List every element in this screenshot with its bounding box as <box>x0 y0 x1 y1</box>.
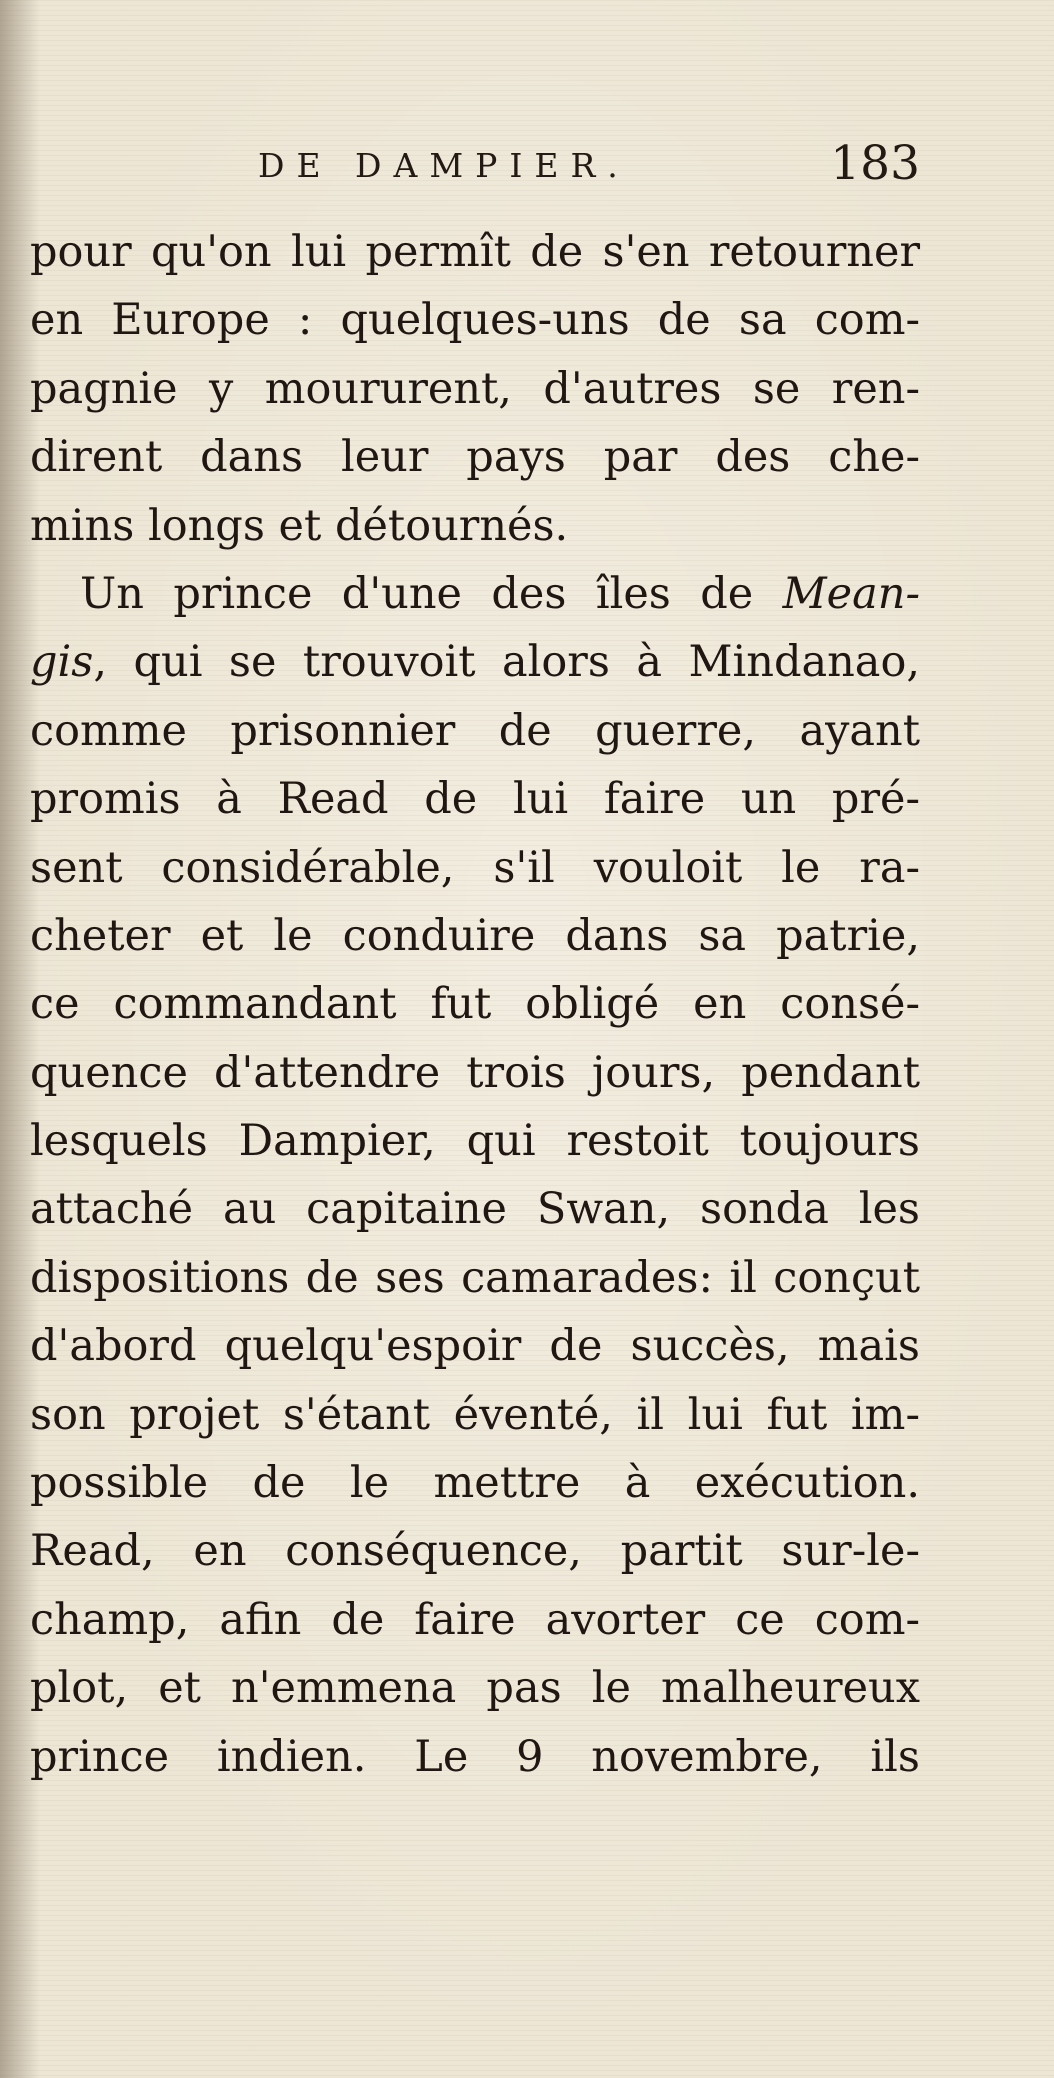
text-line: dirent dans leur pays par des che- <box>30 432 920 483</box>
text-line: champ, afin de faire avorter ce com- <box>30 1594 920 1645</box>
text-line: quence d'attendre trois jours, pendant <box>30 1047 920 1098</box>
text-line <box>30 628 920 696</box>
text-line <box>30 560 920 628</box>
text-line: son projet s'étant éventé, il lui fut im- <box>30 1389 920 1440</box>
text-line: plot, et n'emmena pas le malheureux <box>30 1663 920 1714</box>
text-line: prince indien. Le 9 novembre, ils <box>30 1731 920 1782</box>
italic-place-name: Mean- <box>782 568 920 619</box>
page-header <box>0 136 1054 200</box>
text-line: mins longs et détournés. <box>30 500 569 551</box>
text-line: ce commandant fut obligé en consé- <box>30 979 920 1030</box>
text-line: lesquels Dampier, qui restoit toujours <box>30 1116 920 1167</box>
text-line: sent considérable, s'il vouloit le ra- <box>30 842 920 893</box>
text-line: d'abord quelqu'espoir de succès, mais <box>30 1321 920 1372</box>
text-line: possible de le mettre à exécution. <box>30 1458 920 1509</box>
text-span: Un prince d'une des îles de <box>80 568 783 619</box>
text-line: promis à Read de lui faire un pré- <box>30 774 920 825</box>
text-line: dispositions de ses camarades: il conçut <box>30 1252 920 1303</box>
text-line: cheter et le conduire dans sa patrie, <box>30 910 920 961</box>
text-line: pagnie y moururent, d'autres se ren- <box>30 363 920 414</box>
running-title: DE DAMPIER. <box>258 146 630 185</box>
body-text <box>30 218 920 1791</box>
text-line: comme prisonnier de guerre, ayant <box>30 705 920 756</box>
page-number: 183 <box>830 136 920 191</box>
italic-place-name: gis <box>30 637 94 688</box>
text-line: pour qu'on lui permît de s'en retourner <box>30 227 920 277</box>
text-span: , qui se trouvoit alors à Mindanao, <box>93 637 920 688</box>
text-line: en Europe : quelques-uns de sa com- <box>30 295 920 346</box>
text-line: Read, en conséquence, partit sur-le- <box>30 1526 920 1577</box>
text-line: attaché au capitaine Swan, sonda les <box>30 1184 920 1235</box>
